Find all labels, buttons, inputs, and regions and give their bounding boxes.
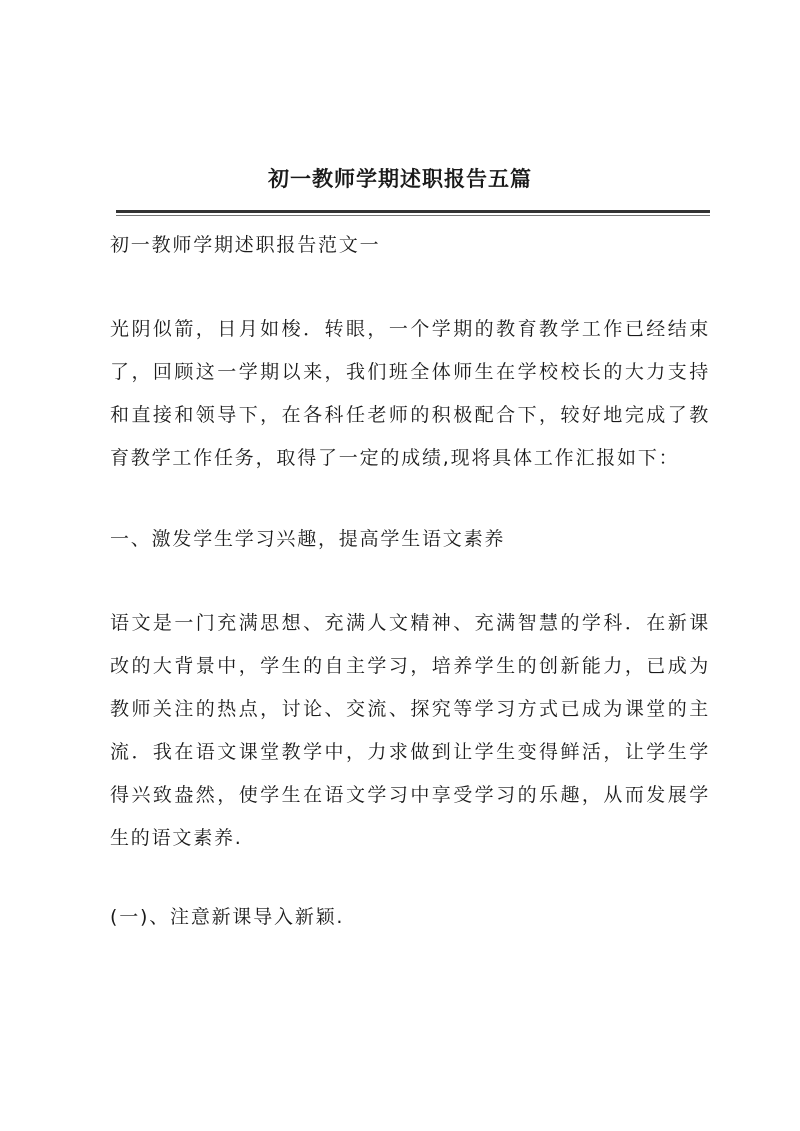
paragraph-intro: 光阴似箭，日月如梭．转眼，一个学期的教育教学工作已经结束了，回顾这一学期以来，我们班全体师生在学校校长的大力支持和直接和领导下，在各科任老师的积极配合下，较好地完成了教育教学工作任务，取得了一定的成绩,现将具体工作汇报如下： xyxy=(110,318,710,469)
subsection-heading-1: (一)、注意新课导入新颖. xyxy=(110,906,345,928)
title-rule-thick xyxy=(116,210,710,213)
paragraph-section-1: 语文是一门充满思想、充满人文精神、充满智慧的学科．在新课改的大背景中，学生的自主学习，培养学生的创新能力，已成为教师关注的热点，讨论、交流、探究等学习方式已成为课堂的主流．我在语文课堂教学中，力求做到让学生变得鲜活，让学生学得兴致盎然，使学生在语文学习中享受学习的乐趣，从而发展学生的语文素养. xyxy=(110,612,710,849)
section-heading-1: 一、激发学生学习兴趣，提高学生语文素养 xyxy=(110,528,506,550)
document-title: 初一教师学期述职报告五篇 xyxy=(268,166,532,191)
document-subtitle: 初一教师学期述职报告范文一 xyxy=(110,234,381,256)
title-rule-thin xyxy=(116,215,710,216)
